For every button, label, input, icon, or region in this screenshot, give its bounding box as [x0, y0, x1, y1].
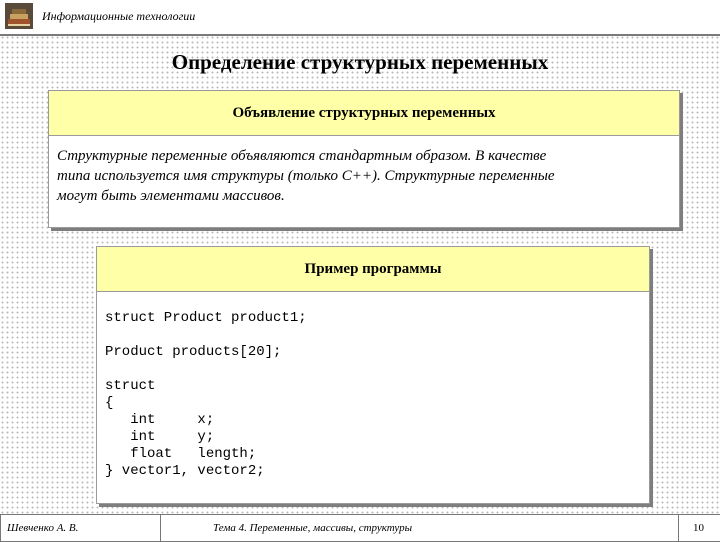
page-number: 10 [693, 522, 704, 534]
code-line: int y; [105, 429, 215, 445]
declaration-heading: Объявление структурных переменных [49, 91, 679, 136]
footer-page-box [678, 514, 720, 542]
declaration-line: типа используется имя структуры (только С++). Структурные переменные [57, 168, 555, 184]
code-line: struct [105, 378, 156, 394]
example-panel [96, 246, 650, 504]
footer-topic: Тема 4. Переменные, массивы, структуры [213, 522, 413, 534]
code-line: } vector1, vector2; [105, 463, 265, 479]
declaration-line: могут быть элементами массивов. [57, 188, 285, 204]
declaration-line: Структурные переменные объявляются стандартным образом. В качестве [57, 148, 547, 164]
code-line: { [105, 395, 114, 411]
code-listing [97, 292, 649, 480]
footer-topic-box [160, 514, 680, 542]
books-stack-icon [5, 3, 33, 29]
footer-author: Шевченко А. В. [7, 522, 79, 534]
declaration-text [49, 136, 679, 206]
code-line: struct Product product1; [105, 310, 307, 326]
code-line: int x; [105, 412, 215, 428]
declaration-panel [48, 90, 680, 228]
header-title: Информационные технологии [42, 9, 196, 23]
slide-title: Определение структурных переменных [171, 50, 549, 74]
code-line: Product products[20]; [105, 344, 282, 360]
header-bar [0, 0, 720, 36]
code-line: float length; [105, 446, 257, 462]
footer-author-box [0, 514, 162, 542]
example-heading: Пример программы [97, 247, 649, 292]
